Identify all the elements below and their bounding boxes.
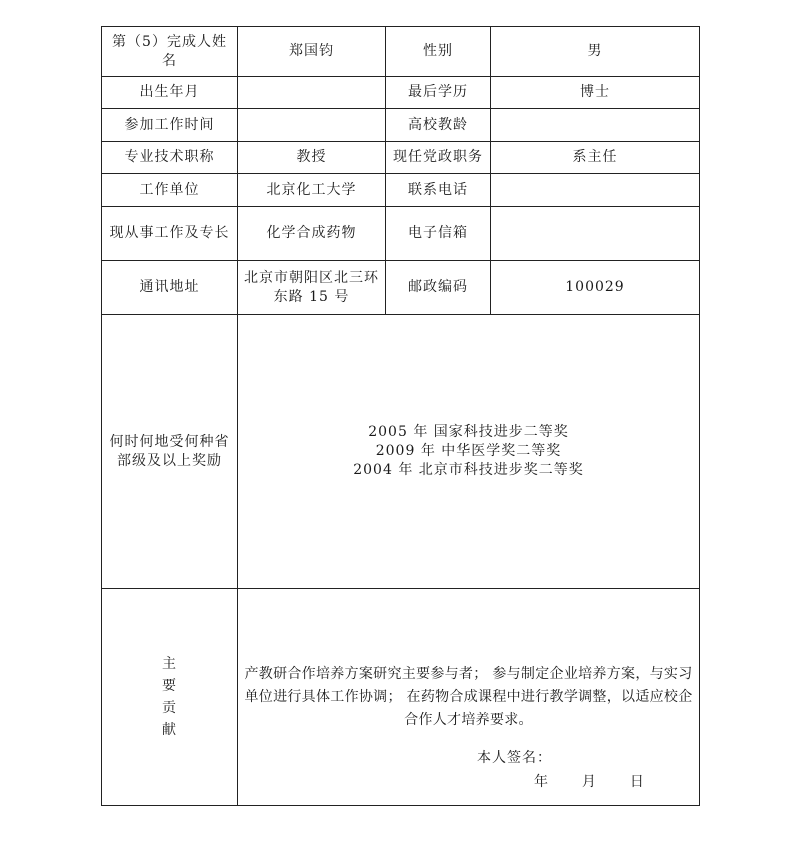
contribution-text: 产教研合作培养方案研究主要参与者； 参与制定企业培养方案，与实习单位进行具体工作协调； 在药物合成课程中进行教学调整，以适应校企合作人才培养要求。 — [244, 665, 693, 728]
email-label: 电子信箱 — [386, 207, 491, 261]
phone-label: 联系电话 — [386, 174, 491, 207]
date-line — [534, 773, 645, 792]
post-value: 系主任 — [491, 142, 700, 174]
work-start-value — [238, 109, 386, 142]
contribution-label-char: 献 — [162, 722, 177, 738]
education-label: 最后学历 — [386, 77, 491, 109]
contribution-content — [238, 589, 700, 806]
birth-value — [238, 77, 386, 109]
contribution-label-char: 主 — [162, 656, 177, 672]
form-row-name — [102, 27, 700, 77]
employer-label: 工作单位 — [102, 174, 238, 207]
contribution-label-char: 要 — [162, 678, 177, 694]
awards-label: 何时何地受何种省部级及以上奖励 — [102, 315, 238, 589]
gender-label: 性别 — [386, 27, 491, 77]
signature-label: 本人签名： — [477, 750, 552, 766]
work-start-label: 参加工作时间 — [102, 109, 238, 142]
specialty-label: 现从事工作及专长 — [102, 207, 238, 261]
seniority-value — [491, 109, 700, 142]
gender-value: 男 — [491, 27, 700, 77]
form-row-birth — [102, 77, 700, 109]
birth-label: 出生年月 — [102, 77, 238, 109]
education-value: 博士 — [491, 77, 700, 109]
contribution-label-char: 贡 — [162, 700, 177, 716]
form-row-address — [102, 261, 700, 315]
date-year: 年 — [534, 774, 549, 790]
date-day: 日 — [629, 774, 645, 790]
award-item: 2009 年 中华医学奖二等奖 — [375, 443, 562, 459]
form-row-employer — [102, 174, 700, 207]
address-value: 北京市朝阳区北三环东路 15 号 — [238, 261, 386, 315]
form-row-work-start — [102, 109, 700, 142]
award-item: 2004 年 北京市科技进步奖二等奖 — [353, 462, 584, 478]
form-row-awards — [102, 315, 700, 589]
title-value: 教授 — [238, 142, 386, 174]
form-row-contribution — [102, 589, 700, 806]
zip-value: 100029 — [491, 261, 700, 315]
award-item: 2005 年 国家科技进步二等奖 — [368, 424, 569, 440]
zip-label: 邮政编码 — [386, 261, 491, 315]
phone-value — [491, 174, 700, 207]
address-label: 通讯地址 — [102, 261, 238, 315]
form-row-title — [102, 142, 700, 174]
name-label: 第（5）完成人姓名 — [102, 27, 238, 77]
contribution-label — [102, 589, 238, 806]
seniority-label: 高校教龄 — [386, 109, 491, 142]
form-row-specialty — [102, 207, 700, 261]
employer-value: 北京化工大学 — [238, 174, 386, 207]
awards-list — [238, 315, 700, 589]
post-label: 现任党政职务 — [386, 142, 491, 174]
title-label: 专业技术职称 — [102, 142, 238, 174]
specialty-value: 化学合成药物 — [238, 207, 386, 261]
name-value: 郑国钧 — [238, 27, 386, 77]
date-month: 月 — [581, 774, 597, 790]
email-value — [491, 207, 700, 261]
personnel-info-form — [101, 26, 700, 806]
